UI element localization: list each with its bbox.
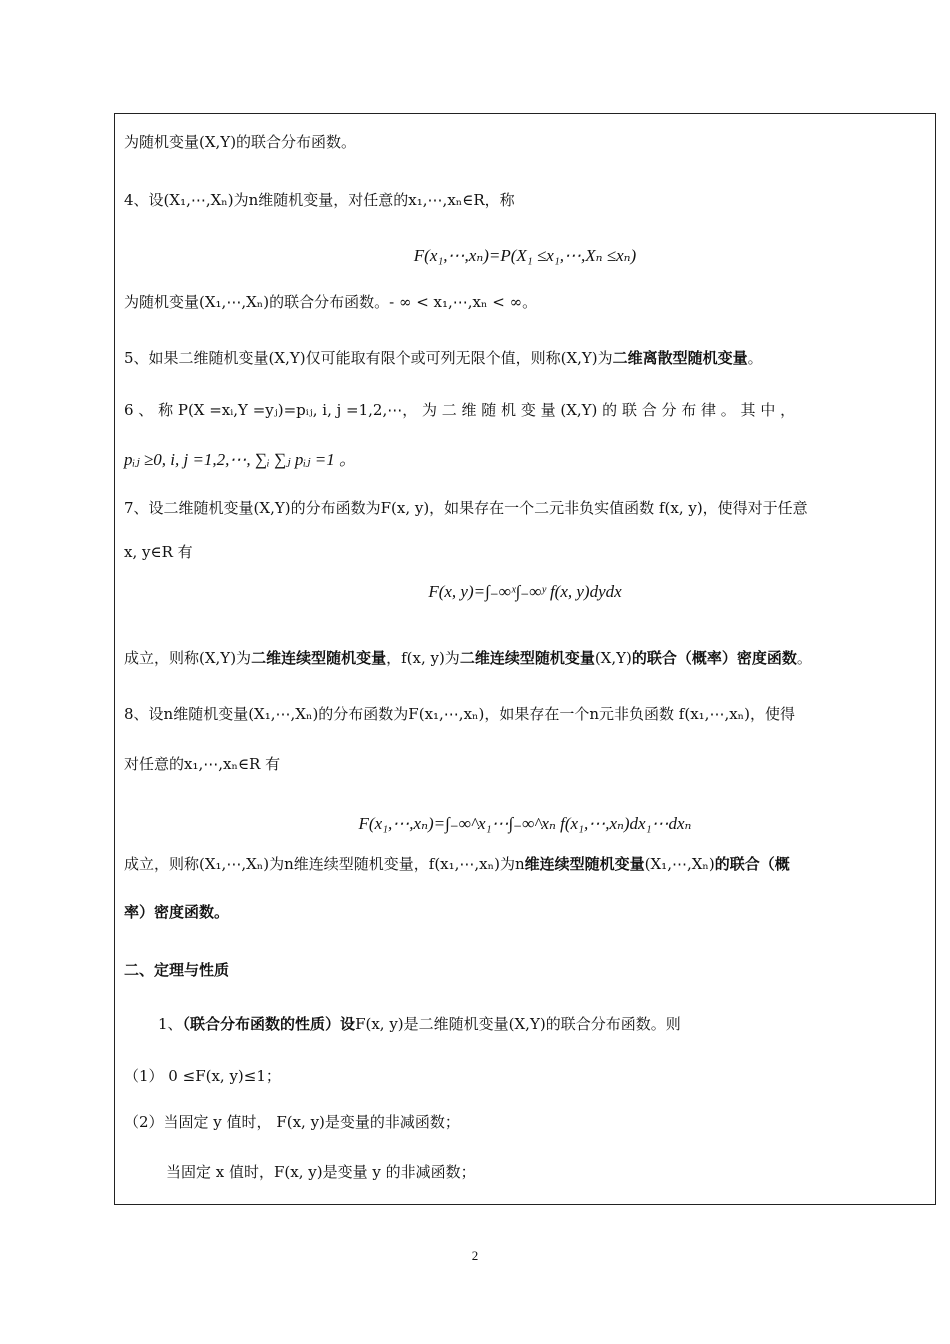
bold-term: 维连续型随机变量 [524,855,645,873]
bold-term: 二维连续型随机变量 [459,649,595,667]
text-run: ，f(x, y)为 [386,649,460,667]
text-run: (X₁,⋯,Xₙ) [644,855,715,873]
text-line [158,1012,928,1036]
text-line: 对任意的x₁,⋯,xₙ∈R 有 [124,755,281,773]
text-line: 7、设二维随机变量(X,Y)的分布函数为F(x, y)，如果存在一个二元非负实值函数 f(x, y)，使得对于任意 [124,499,808,517]
bold-term: （联合分布函数的性质）设 [182,1015,356,1033]
bold-term: 二维离散型随机变量 [612,349,748,367]
text-line: 率）密度函数。 [124,903,230,921]
bold-term: 的联合（概率）密度函数 [631,649,797,667]
text-line: （1） 0 ≤F(x, y)≤1； [124,1067,281,1085]
text-run: 1、 [158,1015,183,1033]
text-run: 。 [796,649,812,667]
formula-nd-density: F(x₁,⋯,xₙ)=∫₋∞^x₁⋯∫₋∞^xₙ f(x₁,⋯,xₙ)dx₁⋯dxₙ [358,814,692,833]
page-number: 2 [471,1248,479,1263]
text-run: 。 [747,349,763,367]
text-line: 8、设n维随机变量(X₁,⋯,Xₙ)的分布函数为F(x₁,⋯,xₙ)，如果存在一个n元非负函数 f(x₁,⋯,xₙ)，使得 [124,705,796,723]
formula-2d-density: F(x, y)=∫₋∞ˣ∫₋∞ʸ f(x, y)dydx [428,582,622,601]
formula-line: pᵢⱼ ≥0, i, j =1,2,⋯, ∑ᵢ ∑ⱼ pᵢⱼ =1 。 [124,450,356,469]
text-line [124,646,928,670]
text-line: 当固定 x 值时，F(x, y)是变量 y 的非减函数； [166,1163,476,1181]
text-run: 成立，则称(X₁,⋯,Xₙ)为n维连续型随机变量，f(x₁,⋯,xₙ)为n [124,855,525,873]
bold-term: 二维连续型随机变量 [251,649,387,667]
bold-term: 的联合（概 [714,855,790,873]
text-run: F(x, y)是二维随机变量(X,Y)的联合分布函数。则 [355,1015,681,1033]
text-line: x, y∈R 有 [124,543,193,561]
text-line: （2）当固定 y 值时， F(x, y)是变量的非减函数； [124,1113,460,1131]
text-line [124,852,928,876]
text-line: 为随机变量(X,Y)的联合分布函数。 [124,133,357,151]
section-heading: 二、定理与性质 [124,961,230,979]
text-run: 5、如果二维随机变量(X,Y)仅可能取有限个或可列无限个值，则称(X,Y)为 [124,349,613,367]
text-line: 4、设(X₁,⋯,Xₙ)为n维随机变量，对任意的x₁,⋯,xₙ∈R，称 [124,191,515,209]
text-run: 成立，则称(X,Y)为 [124,649,252,667]
text-run: (X,Y) [594,649,632,667]
text-line: 6 、 称 P(X =xᵢ,Y =yⱼ)=pᵢⱼ, i, j =1,2,⋯， 为 二 维 随 机 变 量 (X,Y) 的 联 合 分 布 律 。 其 中 ， [124,401,796,419]
text-line: 为随机变量(X₁,⋯,Xₙ)的联合分布函数。- ∞ < x₁,⋯,xₙ < ∞。 [124,293,538,311]
formula-joint-cdf: F(x₁,⋯,xₙ)=P(X₁ ≤x₁,⋯,Xₙ ≤xₙ) [413,246,637,265]
text-line [124,346,928,370]
